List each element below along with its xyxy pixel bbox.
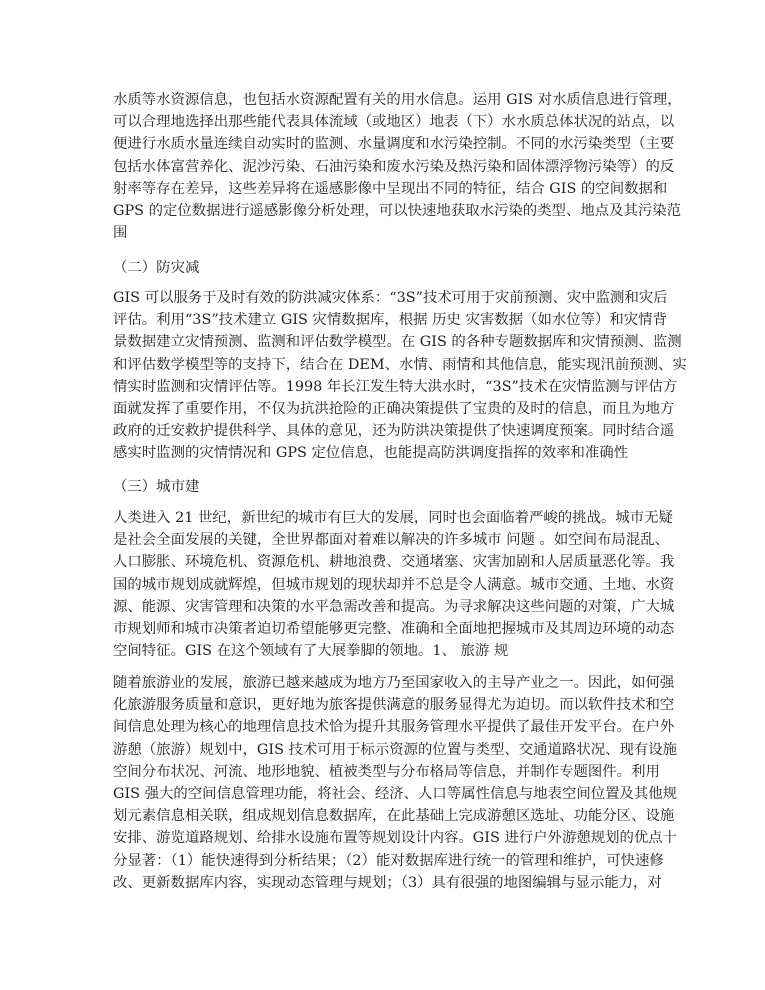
- text-line: 景数据建立灾情预测、监测和评估数学模型。在 GIS 的各种专题数据库和灾情预测、监测: [113, 334, 682, 351]
- text-line: 人类进入 21 世纪，新世纪的城市有巨大的发展，同时也会面临着严峻的挑战。城市无疑: [113, 510, 673, 526]
- text-line: 市规划师和城市决策者迫切希望能够更完整、准确和全面地把握城市及其周边环境的动态: [113, 620, 675, 637]
- text-line: 游憩（旅游）规划中，GIS 技术可用于标示资源的位置与类型、交通道路状况、现有设施: [113, 741, 678, 758]
- text-line: 便进行水质水量连续自动实时的监测、水量调度和水污染控制。不同的水污染类型（主要: [113, 136, 675, 153]
- section-heading-disaster: （二）防灾减: [113, 260, 200, 276]
- text-line: 间信息处理为核心的地理信息技术恰为提升其服务管理水平提供了最佳开发平台。在户外: [113, 719, 675, 736]
- paragraph-tourism-planning: [113, 672, 678, 894]
- text-line: 国的城市规划成就辉煌，但城市规划的现状却并不总是令人满意。城市交通、土地、水资: [113, 576, 675, 593]
- paragraph-water-quality: [113, 89, 682, 244]
- text-line: GIS 强大的空间信息管理功能，将社会、经济、人口等属性信息与地表空间位置及其他规: [113, 785, 678, 802]
- text-line: 包括水体富营养化、泥沙污染、石油污染和废水污染及热污染和固体漂浮物污染等）的反: [113, 158, 675, 175]
- text-line: 政府的迁安救护提供科学、具体的意见，还为防洪决策提供了快速调度预案。同时结合遥: [113, 423, 675, 440]
- text-line: 化旅游服务质量和意识，更好地为旅客提供满意的服务显得尤为迫切。而以软件技术和空: [113, 697, 675, 714]
- text-line: 安排、游览道路规划、给排水设施布置等规划设计内容。GIS 进行户外游憩规划的优点十: [113, 830, 678, 847]
- text-line: 改、更新数据库内容，实现动态管理与规划；（3）具有很强的地图编辑与显示能力，对: [113, 874, 662, 891]
- text-line: 射率等存在差异，这些差异将在遥感影像中呈现出不同的特征，结合 GIS 的空间数据和: [113, 180, 668, 197]
- section-heading-urban: （三）城市建: [113, 479, 200, 495]
- text-line: 可以合理地选择出那些能代表具体流域（或地区）地表（下）水水质总体状况的站点，以: [113, 114, 675, 131]
- text-line: GIS 可以服务于及时有效的防洪减灾体系：“3S”技术可用于灾前预测、灾中监测和灾后: [113, 290, 668, 306]
- text-line: GPS 的定位数据进行遥感影像分析处理，可以快速地获取水污染的类型、地点及其污染范: [113, 202, 682, 219]
- text-line: 空间分布状况、河流、地形地貌、植被类型与分布格局等信息，并制作专题图件。利用: [113, 763, 660, 780]
- text-line: 和评估数学模型等的支持下，结合在 DEM、水情、雨情和其他信息，能实现汛前预测、实: [113, 356, 687, 373]
- text-line: 是社会全面发展的关键，全世界都面对着难以解决的许多城市 问题 。如空间布局混乱、: [113, 532, 669, 549]
- text-line: 围: [113, 225, 128, 242]
- text-line: 感实时监测的灾情情况和 GPS 定位信息，也能提高防洪调度指挥的效率和准确性: [113, 445, 629, 462]
- text-line: 人口膨胀、环境危机、资源危机、耕地浪费、交通堵塞、灾害加剧和人居质量恶化等。我: [113, 554, 675, 571]
- text-line: 评估。利用“3S”技术建立 GIS 灾情数据库，根据 历史 灾害数据（如水位等）和灾情背: [113, 312, 667, 329]
- paragraph-disaster-prevention: [113, 287, 687, 465]
- text-line: 划元素信息相关联，组成规划信息数据库，在此基础上完成游憩区选址、功能分区、设施: [113, 808, 675, 825]
- text-line: 空间特征。GIS 在这个领域有了大展拳脚的领地。1、 旅游 规: [113, 643, 509, 660]
- paragraph-urban-planning: [113, 507, 675, 662]
- text-line: 面就发挥了重要作用，不仅为抗洪抢险的正确决策提供了宝贵的及时的信息，而且为地方: [113, 400, 675, 417]
- text-line: 水质等水资源信息，也包括水资源配置有关的用水信息。运用 GIS 对水质信息进行管理，: [113, 92, 682, 108]
- text-line: 分显著：（1）能快速得到分析结果；（2）能对数据库进行统一的管理和维护，可快速修: [113, 852, 664, 869]
- text-line: 源、能源、灾害管理和决策的水平急需改善和提高。为寻求解决这些问题的对策，广大城: [113, 598, 675, 615]
- text-line: 随着旅游业的发展，旅游已越来越成为地方乃至国家收入的主导产业之一。因此，如何强: [113, 675, 675, 691]
- text-line: 情实时监测和灾情评估等。1998 年长江发生特大洪水时，“3S”技术在灾情监测与评估方: [113, 378, 678, 395]
